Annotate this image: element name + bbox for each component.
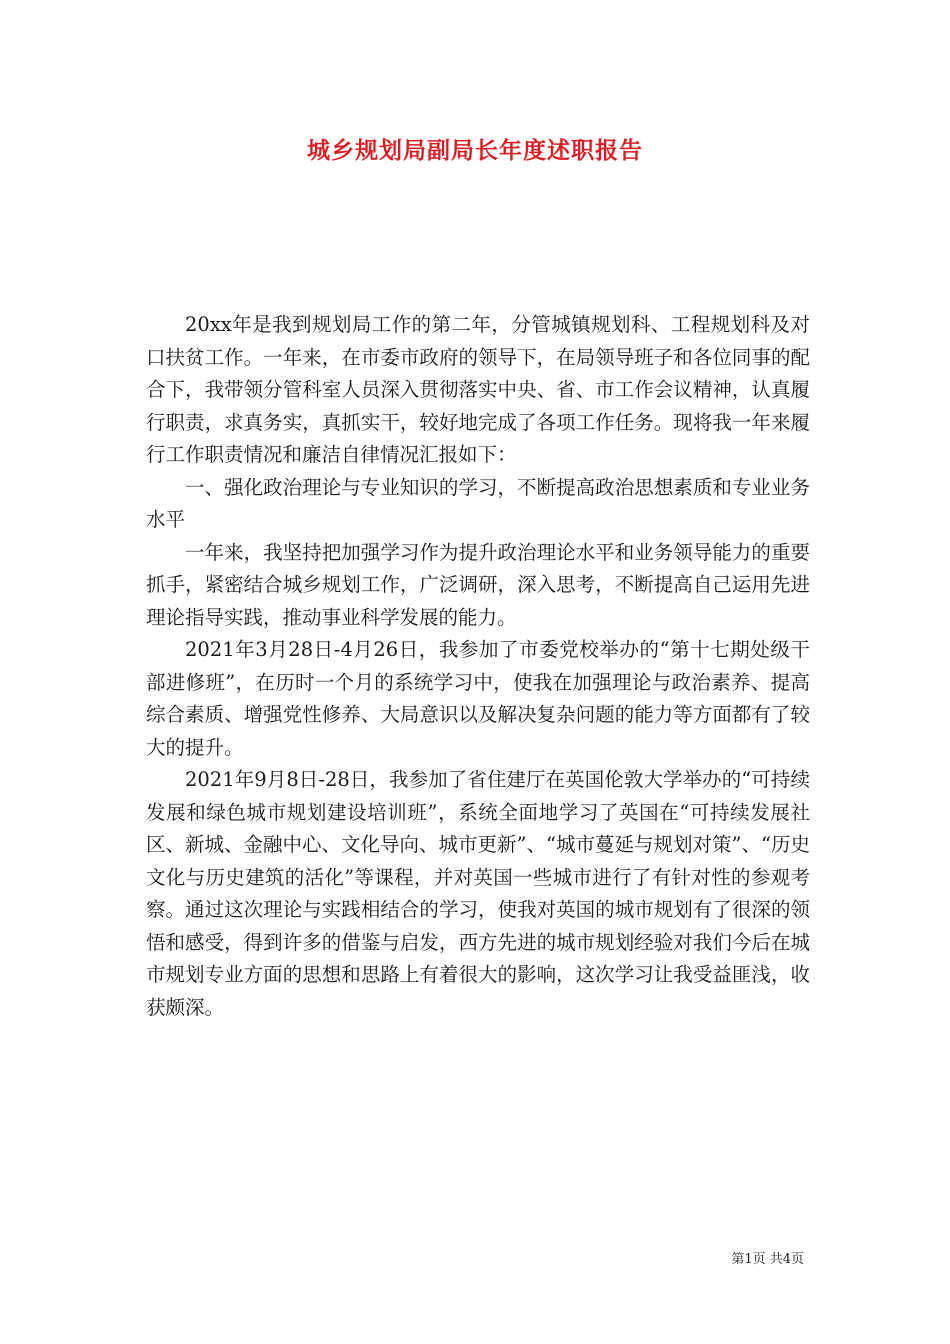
page-number: 第1页 共4页 bbox=[731, 1252, 804, 1267]
document-title: 城乡规划局副局长年度述职报告 bbox=[307, 137, 643, 164]
paragraph-party-school: 2021年3月28日-4月26日，我参加了市委党校举办的“第十七期处级干部进修班”，在历时一个月的系统学习中，使我在加强理论与政治素养、提高综合素质、增强党性修养、大局意识以及解决复杂问题的能力等方面都有了较大的提升。 bbox=[146, 638, 810, 759]
paragraph-intro: 20xx年是我到规划局工作的第二年，分管城镇规划科、工程规划科及对口扶贫工作。一年来，在市委市政府的领导下，在局领导班子和各位同事的配合下，我带领分管科室人员深入贯彻落实中央、省、市工作会议精神，认真履行职责，求真务实，真抓实干，较好地完成了各项工作任务。现将我一年来履行工作职责情况和廉洁自律情况汇报如下： bbox=[146, 313, 810, 466]
paragraph-london-training: 2021年9月8日-28日，我参加了省住建厅在英国伦敦大学举办的“可持续发展和绿色城市规划建设培训班”，系统全面地学习了英国在“可持续发展社区、新城、金融中心、文化导向、城市更新”、“城市蔓延与规划对策”、“历史文化与历史建筑的活化”等课程，并对英国一些城市进行了有针对性的参观考察。通过这次理论与实践相结合的学习，使我对英国的城市规划有了很深的领悟和感受，得到许多的借鉴与启发，西方先进的城市规划经验对我们今后在城市规划专业方面的思想和思路上有着很大的影响，这次学习让我受益匪浅，收获颇深。 bbox=[146, 768, 810, 1019]
paragraph-study: 一年来，我坚持把加强学习作为提升政治理论水平和业务领导能力的重要抓手，紧密结合城乡规划工作，广泛调研，深入思考，不断提高自己运用先进理论指导实践，推动事业科学发展的能力。 bbox=[146, 540, 810, 629]
document-body bbox=[146, 309, 810, 1024]
paragraph-section-heading: 一、强化政治理论与专业知识的学习，不断提高政治思想素质和专业业务水平 bbox=[146, 475, 810, 531]
